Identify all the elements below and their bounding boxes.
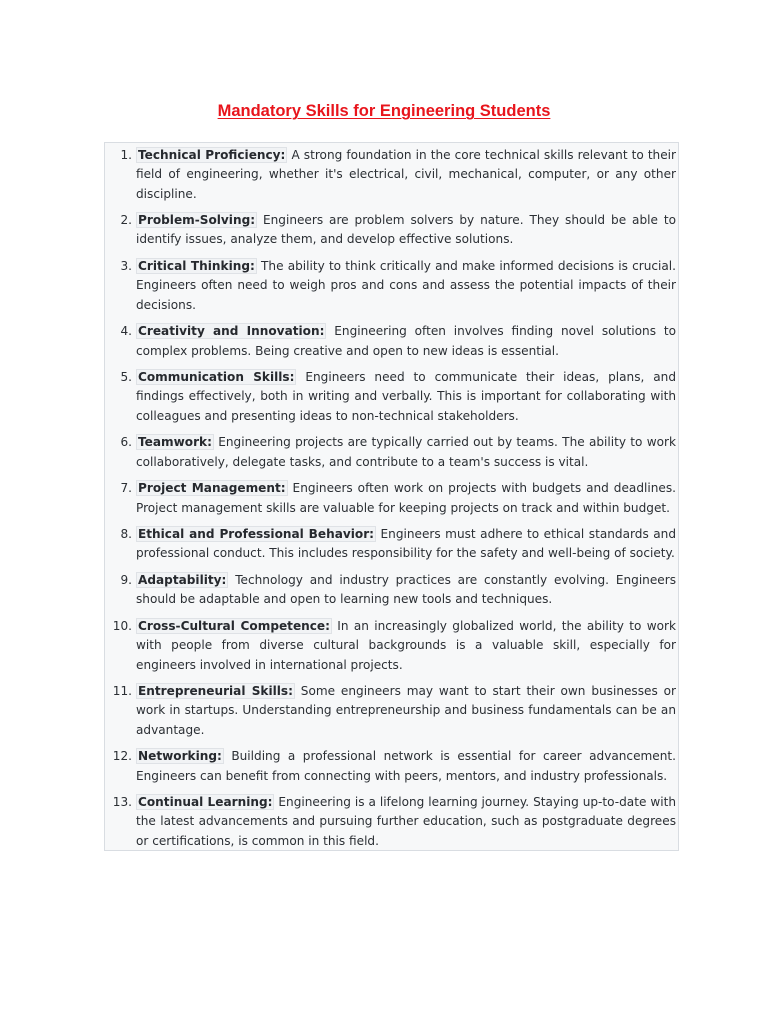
skills-list	[105, 143, 678, 851]
skill-name: Technical Proficiency:	[138, 148, 286, 162]
page-title	[0, 100, 768, 122]
skill-description: Engineering projects are typically carried out by teams. The ability to work collaboratively, delegate tasks, and contribute to a team's success is vital.	[136, 435, 676, 469]
item-number: 4.	[120, 324, 132, 339]
skill-name: Communication Skills:	[138, 370, 295, 385]
item-number: 8.	[120, 527, 132, 542]
skill-name: Cross-Cultural Competence:	[138, 618, 330, 633]
item-number: 7.	[120, 481, 132, 496]
list-item	[105, 146, 678, 204]
skill-description: Some engineers may want to start their own businesses or work in startups. Understanding entrepreneurship and business fundamentals can be an advantage.	[136, 684, 676, 737]
item-number: 5.	[120, 370, 132, 385]
item-number: 6.	[120, 435, 132, 450]
list-item	[105, 368, 678, 426]
list-item	[105, 257, 678, 315]
skill-description: The ability to think critically and make informed decisions is crucial. Engineers often need to weigh pros and cons and assess the potential impacts of their decisions.	[136, 259, 676, 312]
list-item	[105, 617, 678, 675]
item-number: 10.	[112, 618, 132, 633]
item-number: 13.	[112, 795, 132, 810]
list-item	[105, 525, 678, 564]
skill-name: Ethical and Professional Behavior:	[138, 527, 375, 542]
item-number: 9.	[120, 573, 132, 588]
skill-name: Networking:	[138, 749, 222, 764]
list-item	[105, 793, 678, 851]
skill-name: Creativity and Innovation:	[138, 324, 325, 339]
skills-box	[104, 142, 679, 851]
item-number: 1.	[120, 148, 132, 162]
skill-name: Problem-Solving:	[138, 213, 256, 228]
skill-name: Adaptability:	[138, 573, 227, 588]
list-item	[105, 433, 678, 472]
skill-description: Technology and industry practices are constantly evolving. Engineers should be adaptable and open to learning new tools and techniques.	[136, 573, 676, 607]
skill-description: Building a professional network is essential for career advancement. Engineers can benefit from connecting with peers, mentors, and industry professionals.	[136, 749, 676, 783]
skill-name: Project Management:	[138, 481, 286, 496]
list-item	[105, 479, 678, 518]
skill-description: Engineers are problem solvers by nature. They should be able to identify issues, analyze them, and develop effective solutions.	[136, 213, 676, 247]
skill-description: Engineers often work on projects with budgets and deadlines. Project management skills are valuable for keeping projects on track and within budget.	[136, 481, 676, 515]
list-item	[105, 747, 678, 786]
skill-description: A strong foundation in the core technical skills relevant to their field of engineering, whether it's electrical, civil, mechanical, computer, or any other discipline.	[136, 148, 676, 201]
page-title-text: Mandatory Skills for Engineering Students	[217, 102, 551, 120]
list-item	[105, 322, 678, 361]
item-number: 3.	[120, 259, 132, 274]
skill-name: Critical Thinking:	[138, 259, 255, 274]
list-item	[105, 211, 678, 250]
skill-name: Entrepreneurial Skills:	[138, 684, 293, 699]
list-item	[105, 682, 678, 740]
skill-name: Teamwork:	[138, 435, 212, 450]
skill-name: Continual Learning:	[138, 795, 273, 810]
item-number: 12.	[112, 749, 132, 764]
skill-description: Engineering is a lifelong learning journey. Staying up-to-date with the latest advancements and pursuing further education, such as postgraduate degrees or certifications, is common in this field.	[136, 795, 676, 848]
item-number: 11.	[112, 684, 132, 699]
list-item	[105, 571, 678, 610]
skill-description: Engineering often involves finding novel solutions to complex problems. Being creative and open to new ideas is essential.	[136, 324, 676, 358]
skill-description: Engineers must adhere to ethical standards and professional conduct. This includes responsibility for the safety and well-being of society.	[136, 527, 676, 561]
skill-description: In an increasingly globalized world, the ability to work with people from diverse cultural backgrounds is a valuable skill, especially for engineers involved in international projects.	[136, 618, 676, 672]
skill-description: Engineers need to communicate their ideas, plans, and findings effectively, both in writing and verbally. This is important for collaborating with colleagues and presenting ideas to non-technical stakeholders.	[136, 370, 676, 423]
item-number: 2.	[120, 213, 132, 228]
